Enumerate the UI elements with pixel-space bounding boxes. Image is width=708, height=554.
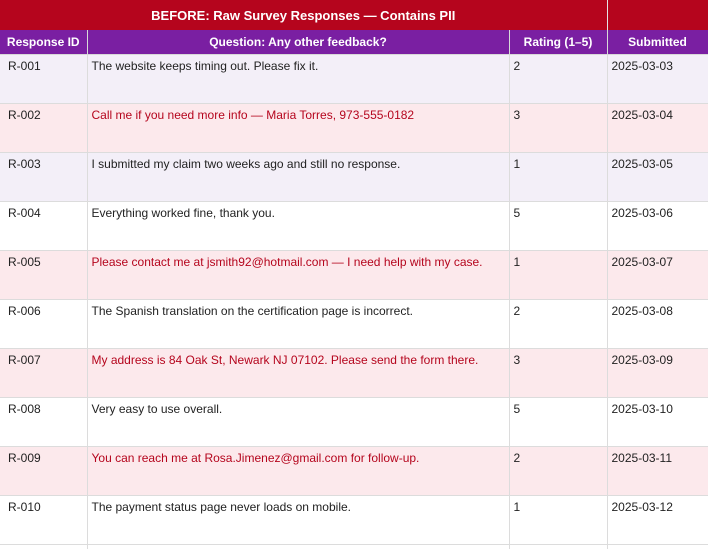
table-row bbox=[0, 496, 708, 545]
rating-cell[interactable]: 2 bbox=[509, 55, 607, 104]
sheet-title[interactable]: BEFORE: Raw Survey Responses — Contains PII bbox=[0, 0, 607, 30]
column-header-question[interactable]: Question: Any other feedback? bbox=[87, 30, 509, 55]
table-row bbox=[0, 104, 708, 153]
response-id-cell[interactable]: R-007 bbox=[0, 349, 87, 398]
table-row bbox=[0, 300, 708, 349]
column-header-submitted[interactable]: Submitted bbox=[607, 30, 708, 55]
response-id-cell[interactable]: R-004 bbox=[0, 202, 87, 251]
empty-cell[interactable] bbox=[509, 545, 607, 550]
feedback-cell[interactable]: Please contact me at jsmith92@hotmail.com — I need help with my case. bbox=[87, 251, 509, 300]
submitted-date-cell[interactable]: 2025-03-05 bbox=[607, 153, 708, 202]
feedback-cell[interactable]: Everything worked fine, thank you. bbox=[87, 202, 509, 251]
feedback-cell[interactable]: The website keeps timing out. Please fix it. bbox=[87, 55, 509, 104]
title-row bbox=[0, 0, 708, 30]
table-row bbox=[0, 251, 708, 300]
response-id-cell[interactable]: R-010 bbox=[0, 496, 87, 545]
rating-cell[interactable]: 5 bbox=[509, 398, 607, 447]
feedback-cell[interactable]: The Spanish translation on the certification page is incorrect. bbox=[87, 300, 509, 349]
submitted-date-cell[interactable]: 2025-03-07 bbox=[607, 251, 708, 300]
submitted-date-cell[interactable]: 2025-03-03 bbox=[607, 55, 708, 104]
table-body bbox=[0, 55, 708, 550]
table-row bbox=[0, 398, 708, 447]
partial-next-row bbox=[0, 545, 708, 550]
table-row bbox=[0, 153, 708, 202]
response-id-cell[interactable]: R-009 bbox=[0, 447, 87, 496]
response-id-cell[interactable]: R-001 bbox=[0, 55, 87, 104]
table-row bbox=[0, 55, 708, 104]
column-header-rating[interactable]: Rating (1–5) bbox=[509, 30, 607, 55]
feedback-cell[interactable]: You can reach me at Rosa.Jimenez@gmail.com for follow-up. bbox=[87, 447, 509, 496]
response-id-cell[interactable]: R-008 bbox=[0, 398, 87, 447]
column-header-response-id[interactable]: Response ID bbox=[0, 30, 87, 55]
submitted-date-cell[interactable]: 2025-03-08 bbox=[607, 300, 708, 349]
feedback-cell[interactable]: Very easy to use overall. bbox=[87, 398, 509, 447]
feedback-cell[interactable]: My address is 84 Oak St, Newark NJ 07102. Please send the form there. bbox=[87, 349, 509, 398]
rating-cell[interactable]: 1 bbox=[509, 496, 607, 545]
empty-cell[interactable] bbox=[607, 545, 708, 550]
rating-cell[interactable]: 5 bbox=[509, 202, 607, 251]
submitted-date-cell[interactable]: 2025-03-04 bbox=[607, 104, 708, 153]
response-id-cell[interactable]: R-002 bbox=[0, 104, 87, 153]
submitted-date-cell[interactable]: 2025-03-09 bbox=[607, 349, 708, 398]
rating-cell[interactable]: 1 bbox=[509, 251, 607, 300]
table-row bbox=[0, 202, 708, 251]
submitted-date-cell[interactable]: 2025-03-06 bbox=[607, 202, 708, 251]
submitted-date-cell[interactable]: 2025-03-12 bbox=[607, 496, 708, 545]
title-blank-cell[interactable] bbox=[607, 0, 708, 30]
response-id-cell[interactable]: R-003 bbox=[0, 153, 87, 202]
rating-cell[interactable]: 3 bbox=[509, 349, 607, 398]
rating-cell[interactable]: 1 bbox=[509, 153, 607, 202]
feedback-cell[interactable]: The payment status page never loads on mobile. bbox=[87, 496, 509, 545]
empty-cell[interactable] bbox=[87, 545, 509, 550]
rating-cell[interactable]: 2 bbox=[509, 300, 607, 349]
table-row bbox=[0, 447, 708, 496]
response-id-cell[interactable]: R-006 bbox=[0, 300, 87, 349]
response-id-cell[interactable]: R-005 bbox=[0, 251, 87, 300]
header-row bbox=[0, 30, 708, 55]
rating-cell[interactable]: 2 bbox=[509, 447, 607, 496]
feedback-cell[interactable]: Call me if you need more info — Maria Torres, 973-555-0182 bbox=[87, 104, 509, 153]
table-row bbox=[0, 349, 708, 398]
submitted-date-cell[interactable]: 2025-03-10 bbox=[607, 398, 708, 447]
submitted-date-cell[interactable]: 2025-03-11 bbox=[607, 447, 708, 496]
empty-cell[interactable] bbox=[0, 545, 87, 550]
feedback-cell[interactable]: I submitted my claim two weeks ago and still no response. bbox=[87, 153, 509, 202]
rating-cell[interactable]: 3 bbox=[509, 104, 607, 153]
